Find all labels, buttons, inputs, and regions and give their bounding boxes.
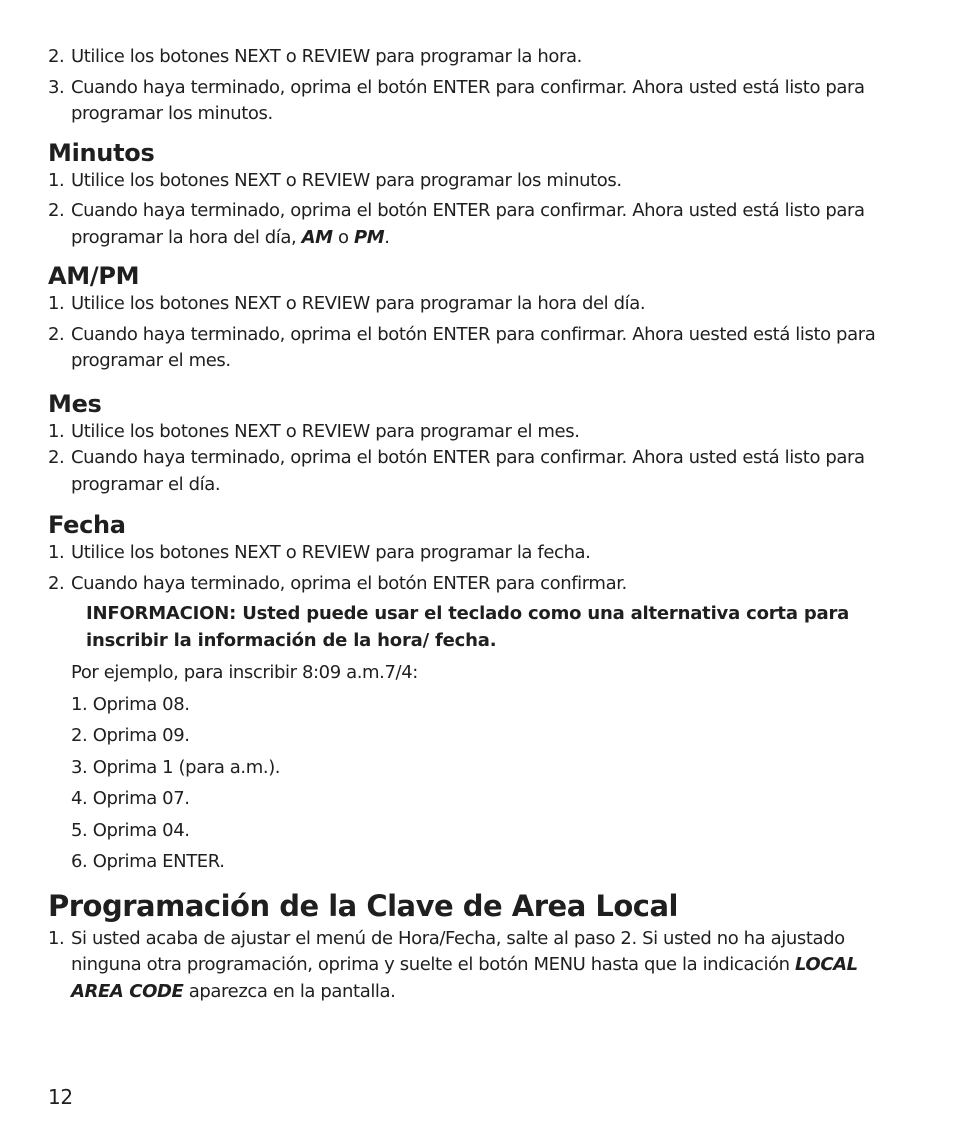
list-item — [48, 571, 908, 598]
section-heading-fecha: Fecha — [48, 511, 126, 539]
step-text: Cuando haya terminado, oprima el botón ENTER para confirmar. Ahora uested está listo para programar el mes. — [71, 323, 876, 371]
list-item — [48, 168, 908, 195]
step-text-end: . — [384, 226, 390, 248]
example-step: 2. Oprima 09. — [71, 725, 190, 746]
page-number: 12 — [48, 1085, 73, 1109]
list-item — [48, 291, 908, 318]
list-item — [48, 926, 908, 1006]
am-label: AM — [301, 226, 333, 248]
list-item — [48, 322, 908, 375]
example-step: 6. Oprima ENTER. — [71, 851, 225, 872]
list-item — [48, 445, 908, 498]
example-step: 4. Oprima 07. — [71, 788, 190, 809]
list-item — [48, 198, 908, 251]
step-number: 1. — [48, 293, 65, 314]
pm-label: PM — [353, 226, 385, 248]
step-text: Cuando haya terminado, oprima el botón ENTER para confirmar. Ahora usted está listo para programar la hora del día, — [71, 200, 865, 248]
step-number: 3. — [48, 76, 65, 98]
section-heading-minutos: Minutos — [48, 138, 155, 167]
step-text: Si usted acaba de ajustar el menú de Hora/Fecha, salte al paso 2. Si usted no ha ajustado ninguna otra programación, oprima y suelte el botón MENU hasta que la indicación — [71, 927, 845, 975]
section-heading-clave: Programación de la Clave de Area Local — [48, 888, 678, 923]
step-text-connector: o — [332, 226, 354, 248]
example-step: 5. Oprima 04. — [71, 819, 190, 841]
info-note: INFORMACION: Usted puede usar el teclado como una alternativa corta para inscribir la información de la hora/ fecha. — [86, 603, 850, 651]
list-item — [48, 75, 908, 128]
step-number: 2. — [48, 572, 65, 594]
step-text: Utilice los botones NEXT o REVIEW para programar la hora del día. — [71, 293, 646, 314]
step-number: 1. — [48, 542, 65, 563]
example-step: 3. Oprima 1 (para a.m.). — [71, 756, 281, 778]
step-text: Cuando haya terminado, oprima el botón ENTER para confirmar. Ahora usted está listo para programar los minutos. — [71, 76, 865, 124]
page-content — [48, 44, 908, 1005]
step-text: Cuando haya terminado, oprima el botón ENTER para confirmar. — [71, 572, 627, 594]
section-heading-mes: Mes — [48, 389, 102, 418]
step-number: 2. — [48, 323, 65, 345]
step-text: Utilice los botones NEXT o REVIEW para programar la fecha. — [71, 542, 591, 563]
section-heading-ampm: AM/PM — [48, 262, 140, 290]
step-number: 2. — [48, 200, 65, 221]
list-item — [48, 540, 908, 567]
step-number: 2. — [48, 46, 65, 67]
example-step: 1. Oprima 08. — [71, 693, 190, 715]
list-item — [48, 44, 908, 71]
example-intro: Por ejemplo, para inscribir 8:09 a.m.7/4: — [71, 662, 418, 683]
step-number: 1. — [48, 927, 65, 949]
step-text: Cuando haya terminado, oprima el botón ENTER para confirmar. Ahora usted está listo para programar el día. — [71, 447, 865, 495]
step-text: Utilice los botones NEXT o REVIEW para programar el mes. — [71, 420, 580, 442]
step-text: Utilice los botones NEXT o REVIEW para programar los minutos. — [71, 169, 622, 191]
step-number: 1. — [48, 420, 65, 442]
step-number: 2. — [48, 447, 65, 468]
step-number: 1. — [48, 169, 65, 191]
list-item — [48, 419, 908, 446]
step-text: Utilice los botones NEXT o REVIEW para programar la hora. — [71, 46, 582, 67]
step-text-end: aparezca en la pantalla. — [183, 980, 396, 1002]
local-area-code-label: LOCAL AREA CODE — [71, 954, 858, 1002]
